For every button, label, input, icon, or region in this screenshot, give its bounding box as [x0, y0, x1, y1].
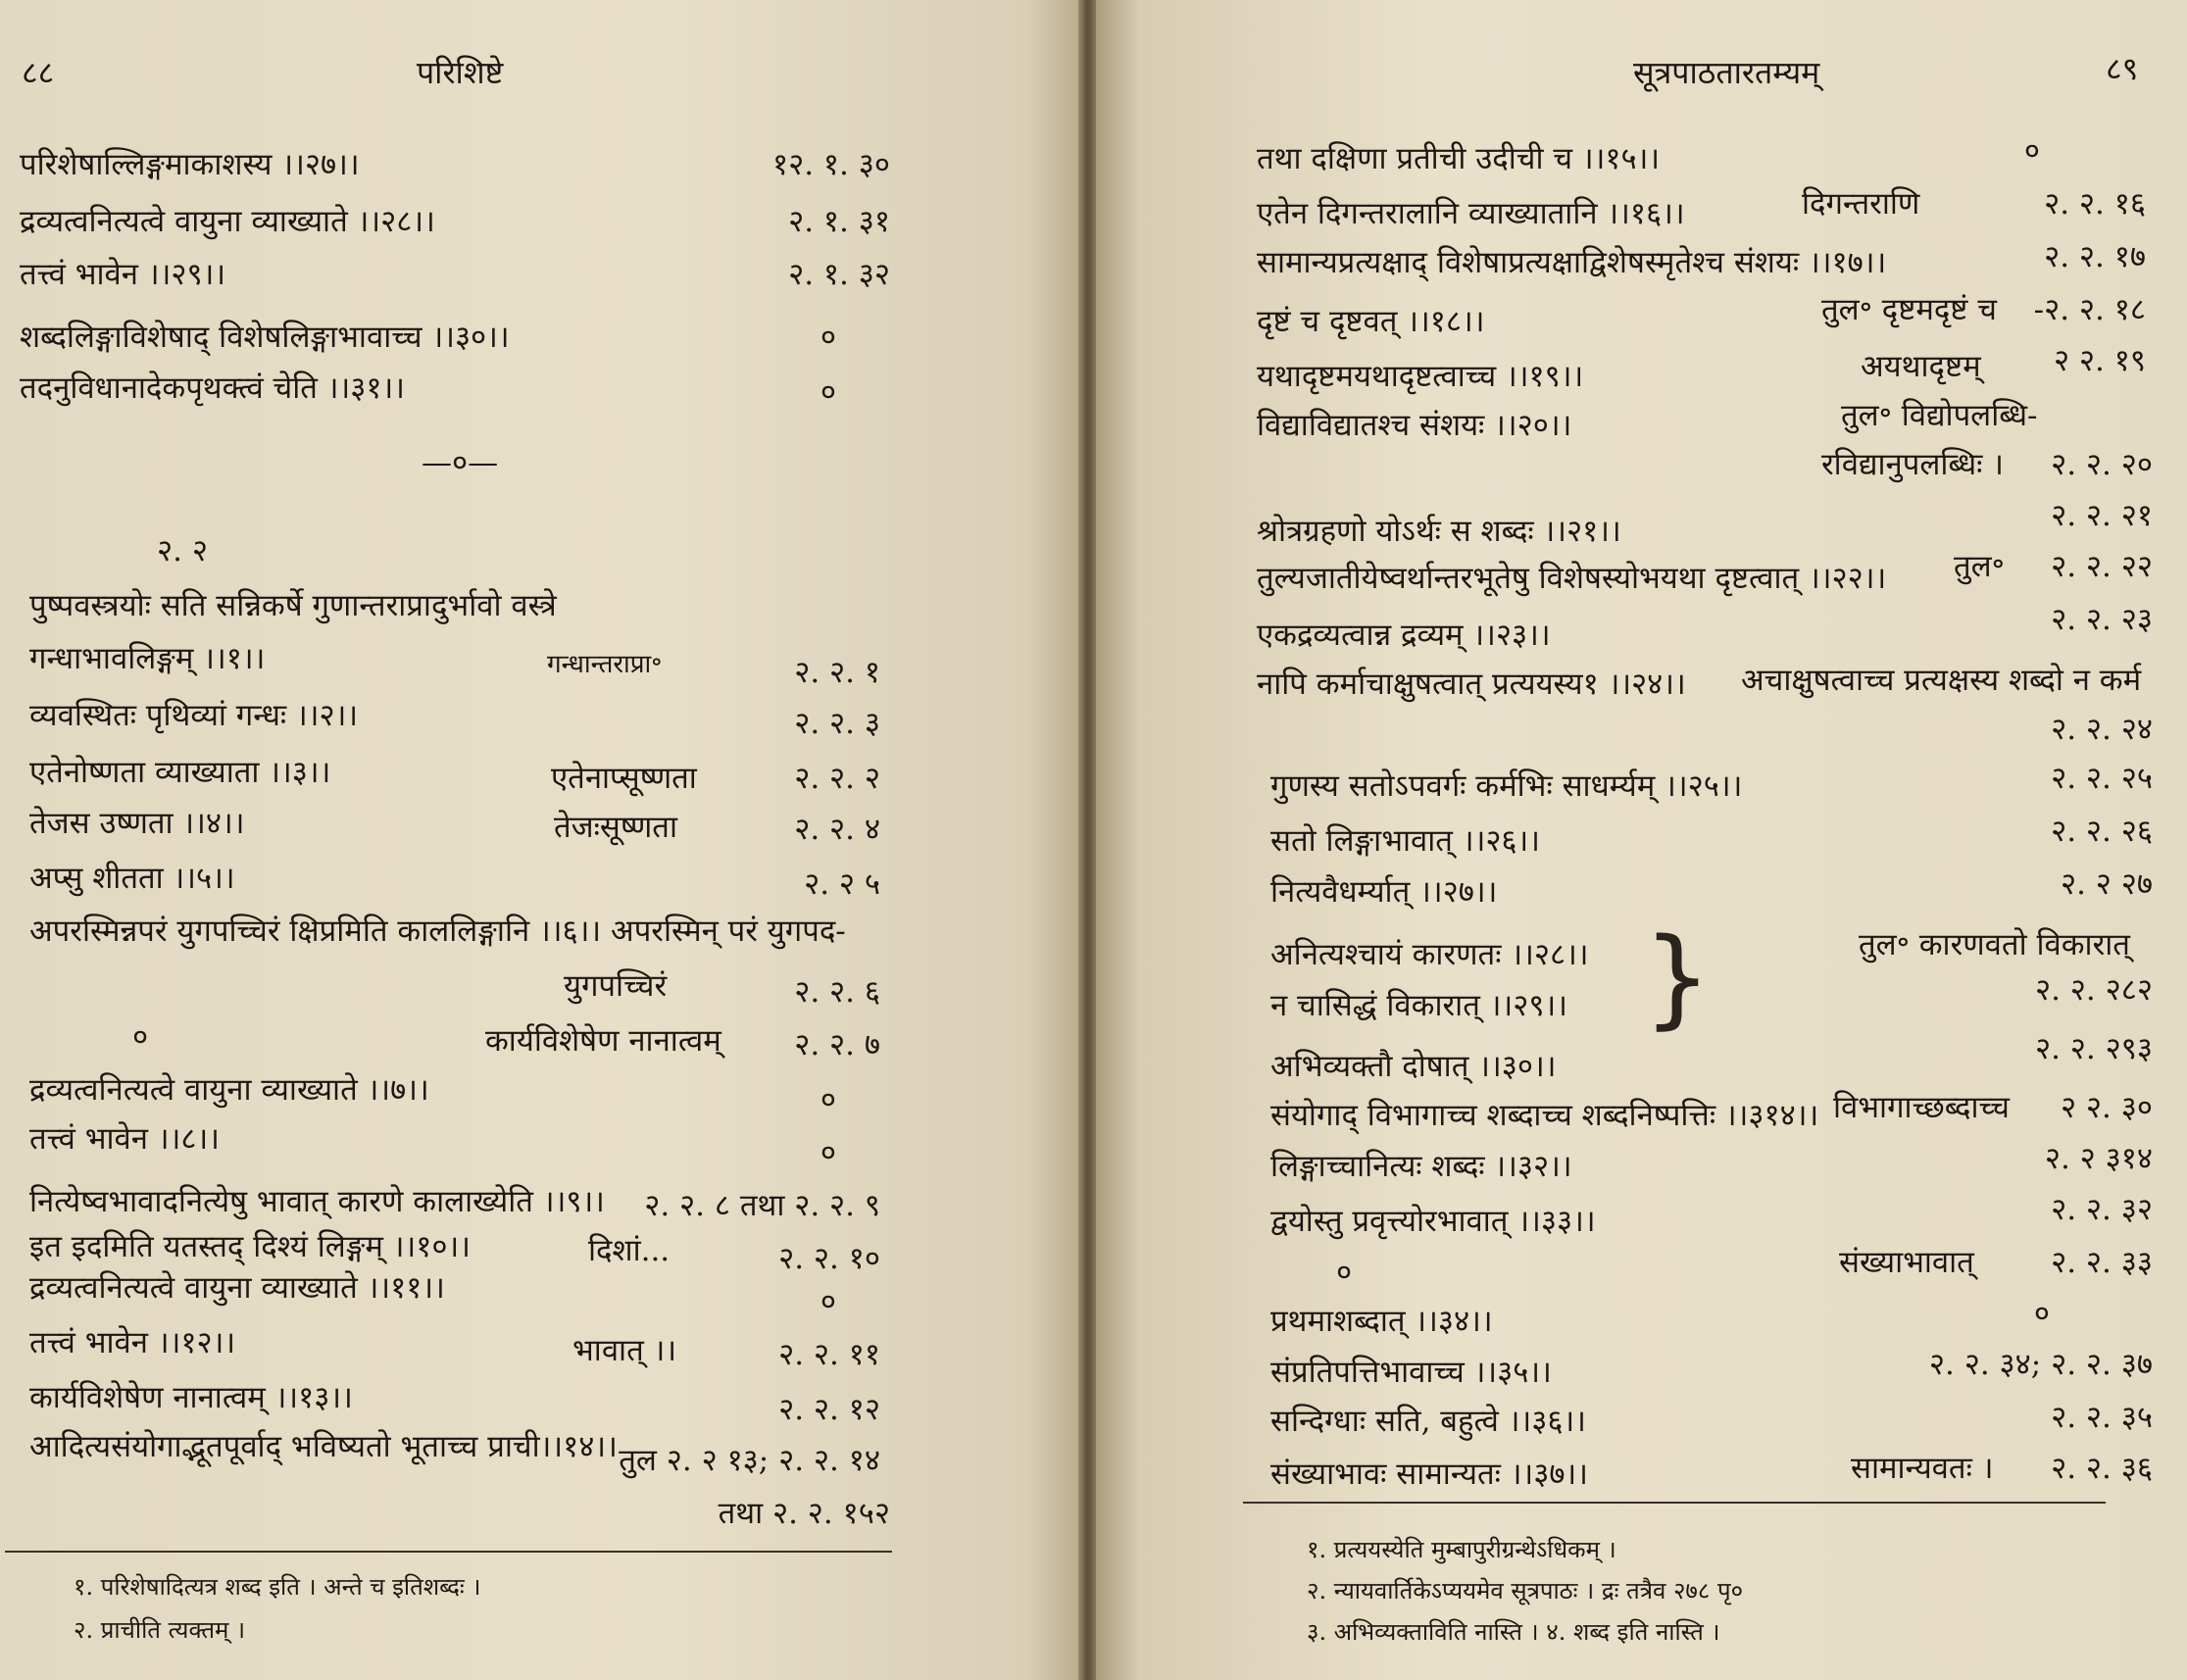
reference: २. २. १	[794, 655, 880, 690]
reference: २. २. २९३	[2034, 1031, 2153, 1066]
variant-note: युगपच्चिरं	[564, 968, 668, 1004]
page-number: ८९	[2106, 50, 2139, 87]
reference: २. २. २३	[2051, 602, 2153, 637]
reference: २. २. ३५	[2051, 1400, 2153, 1435]
reference: २. २. २४	[2051, 712, 2153, 747]
sutra-line: इत इदमिति यतस्तद् दिश्यं लिङ्गम् ।।१०।।	[29, 1229, 472, 1264]
reference: २. १. ३२	[788, 257, 890, 292]
footnote-rule	[5, 1551, 892, 1553]
sutra-line: विद्याविद्यातश्च संशयः ।।२०।।	[1257, 408, 1572, 443]
sutra-line: परिशेषाल्लिङ्गमाकाशस्य ।।२७।।	[20, 147, 360, 182]
reference: ०	[820, 1135, 836, 1170]
reference: २. २. १०	[778, 1241, 880, 1276]
reference: २. २. ६	[794, 974, 880, 1010]
reference: ०	[820, 1284, 836, 1319]
sutra-line: आदित्यसंयोगाद्भूतपूर्वाद् भविष्यतो भूताच्च प्राची।।१४।।	[29, 1429, 618, 1464]
reference: २. २. ८ तथा २. २. ९	[644, 1188, 880, 1223]
footnote: २. न्यायवार्तिकेऽप्ययमेव सूत्रपाठः । द्रः तत्रैव २७८ पृ०	[1307, 1577, 1744, 1605]
reference: २. २. २८२	[2034, 972, 2153, 1008]
sutra-line: एतेनोष्णता व्याख्याता ।।३।।	[29, 755, 331, 790]
reference: २. २ २७	[2060, 866, 2153, 902]
reference: २. २ ३१४	[2044, 1141, 2153, 1176]
reference: २. २. २२	[2051, 549, 2153, 584]
reference: ०	[820, 374, 836, 410]
reference: २. २. २६	[2051, 814, 2153, 849]
right-page	[1096, 0, 2187, 1680]
sutra-line: व्यवस्थितः पृथिव्यां गन्धः ।।२।।	[29, 698, 359, 733]
reference: २. २. ३३	[2051, 1245, 2153, 1280]
variant-note: भावात् ।।	[572, 1333, 677, 1368]
sutra-line: शब्दलिङ्गाविशेषाद् विशेषलिङ्गाभावाच्च ।।३०।।	[20, 320, 510, 355]
variant-note: तुल॰	[1954, 549, 2005, 584]
sutra-line: नापि कर्माचाक्षुषत्वात् प्रत्ययस्य१ ।।२४।।	[1257, 667, 1686, 702]
variant-note: विभागाच्छब्दाच्च	[1833, 1090, 2010, 1125]
footnote: १. प्रत्ययस्येति मुम्बापुरीग्रन्थेऽधिकम् ।	[1307, 1536, 1616, 1563]
variant-note: तुल॰ विद्योपलब्धि-	[1841, 398, 2038, 433]
reference: २. २. २	[794, 761, 880, 796]
sutra-line: श्रोत्रग्रहणो योऽर्थः स शब्दः ।।२१।।	[1257, 514, 1621, 549]
reference: ०	[2033, 1296, 2050, 1331]
reference: २. २. ११	[778, 1337, 880, 1372]
reference: २. २. ३	[794, 706, 880, 741]
sutra-line: तुल्यजातीयेष्वर्थान्तरभूतेषु विशेषस्योभयथा दृष्टत्वात् ।।२२।।	[1257, 561, 1887, 596]
sutra-line: तेजस उष्णता ।।४।।	[29, 806, 245, 841]
variant-note: गन्धान्तराप्रा॰	[547, 650, 663, 679]
reference: २. २. १७	[2044, 239, 2146, 274]
running-header: परिशिष्टे	[417, 54, 504, 91]
running-header: सूत्रपाठतारतम्यम्	[1633, 54, 1820, 91]
variant-note: दिगन्तराणि	[1802, 186, 1920, 222]
sutra-line: पुष्पवस्त्रयोः सति सन्निकर्षे गुणान्तराप्रादुर्भावो वस्त्रे	[29, 588, 557, 623]
sutra-line: न चासिद्धं विकारात् ।।२९।।	[1270, 988, 1567, 1023]
variant-note: संख्याभावात्	[1839, 1245, 1974, 1280]
sutra-line: अनित्यश्चायं कारणतः ।।२८।।	[1270, 937, 1589, 972]
reference: ०	[2023, 133, 2040, 169]
sutra-line: यथादृष्टमयथादृष्टत्वाच्च ।।१९।।	[1257, 359, 1584, 394]
left-page	[0, 0, 1081, 1680]
sutra-line: द्वयोस्तु प्रवृत्त्योरभावात् ।।३३।।	[1270, 1204, 1596, 1239]
sutra-line: गन्धाभावलिङ्गम् ।।१।।	[29, 641, 266, 676]
sutra-line: दृष्टं च दृष्टवत् ।।१८।।	[1257, 304, 1485, 339]
variant-note: सामान्यवतः ।	[1851, 1451, 1994, 1486]
reference: २. २. २५	[2051, 761, 2153, 796]
reference: तथा २. २. १५२	[718, 1496, 890, 1531]
reference: ०	[820, 320, 836, 355]
reference: २. १. ३१	[788, 204, 890, 239]
footnote: १. परिशेषादित्यत्र शब्द इति । अन्ते च इतिशब्दः ।	[74, 1573, 481, 1601]
reference: २. २ ५	[804, 866, 880, 902]
sutra-line: एकद्रव्यत्वान्न द्रव्यम् ।।२३।।	[1257, 618, 1551, 653]
variant-note: तेजःसूष्णता	[554, 810, 677, 845]
variant-note: तुल॰ कारणवतो विकारात्	[1859, 927, 2130, 963]
sutra-line: तत्त्वं भावेन ।।१२।।	[29, 1325, 236, 1360]
sutra-line: संख्याभावः सामान्यतः ।।३७।।	[1270, 1457, 1588, 1492]
sutra-line: अप्सु शीतता ।।५।।	[29, 861, 235, 896]
reference: -२. २. १८	[2033, 292, 2146, 327]
reference: १२. १. ३०	[771, 147, 890, 182]
sutra-line: संप्रतिपत्तिभावाच्च ।।३५।।	[1270, 1355, 1552, 1390]
sutra-line: द्रव्यत्वनित्यत्वे वायुना व्याख्याते ।।७।।	[29, 1072, 429, 1108]
sutra-line: द्रव्यत्वनित्यत्वे वायुना व्याख्याते ।।२८।।	[20, 204, 435, 239]
reference: २ २. ३०	[2060, 1090, 2153, 1125]
variant-note: एतेनाप्सूष्णता	[551, 761, 697, 796]
reference: २. २. ३२	[2051, 1192, 2153, 1227]
sutra-line: प्रथमाशब्दात् ।।३४।।	[1270, 1304, 1493, 1339]
sutra-line: द्रव्यत्वनित्यत्वे वायुना व्याख्याते ।।११।।	[29, 1270, 445, 1306]
reference: २. २. १६	[2044, 186, 2146, 222]
variant-note: रविद्यानुपलब्धिः ।	[1821, 447, 2005, 482]
footnote-rule	[1243, 1502, 2106, 1504]
reference: २ २. १९	[2053, 343, 2146, 378]
sutra-line: तथा दक्षिणा प्रतीची उदीची च ।।१५।।	[1257, 141, 1661, 176]
section-divider: —०—	[422, 445, 499, 480]
degree-mark: ०	[1336, 1255, 1353, 1290]
page-number: ८८	[22, 54, 55, 91]
reference: २. २. २१	[2051, 498, 2153, 533]
variant-note: तुल॰ दृष्टमदृष्टं च	[1821, 292, 1997, 327]
sutra-line: कार्यविशेषेण नानात्वम् ।।१३।।	[29, 1380, 353, 1415]
sutra-line: तत्त्वं भावेन ।।८।।	[29, 1121, 220, 1157]
degree-mark: ०	[132, 1019, 149, 1055]
sutra-line: लिङ्गाच्चानित्यः शब्दः ।।३२।।	[1270, 1149, 1572, 1184]
variant-note: अचाक्षुषत्वाच्च प्रत्यक्षस्य शब्दो न कर्म	[1741, 663, 2142, 698]
reference: २. २. ३४; २. २. ३७	[1928, 1347, 2153, 1382]
sutra-line: अभिव्यक्तौ दोषात् ।।३०।।	[1270, 1049, 1557, 1084]
brace: }	[1643, 914, 1712, 1040]
reference: २. २. ७	[794, 1027, 880, 1062]
sutra-line: तत्त्वं भावेन ।।२९।।	[20, 257, 226, 292]
sutra-line: अपरस्मिन्नपरं युगपच्चिरं क्षिप्रमिति काललिङ्गानि ।।६।। अपरस्मिन् परं युगपद-	[29, 914, 846, 949]
reference: ०	[820, 1082, 836, 1117]
section-heading: २. २	[157, 533, 208, 568]
sutra-line: तदनुविधानादेकपृथक्त्वं चेति ।।३१।।	[20, 371, 406, 406]
sutra-line: नित्येष्वभावादनित्येषु भावात् कारणे कालाख्येति ।।९।।	[29, 1184, 605, 1219]
reference: तुल २. २ १३; २. २. १४	[619, 1443, 880, 1478]
sutra-line: एतेन दिगन्तरालानि व्याख्यातानि ।।१६।।	[1257, 196, 1685, 231]
sutra-line: गुणस्य सतोऽपवर्गः कर्मभिः साधर्म्यम् ।।२५।।	[1270, 768, 1743, 804]
reference: २. २. ३६	[2051, 1451, 2153, 1486]
footnote: २. प्राचीति त्यक्तम् ।	[74, 1616, 246, 1644]
reference: २. २. १२	[778, 1392, 880, 1427]
sutra-line: सन्दिग्धाः सति, बहुत्वे ।।३६।।	[1270, 1404, 1587, 1439]
footnote: ३. अभिव्यक्ताविति नास्ति । ४. शब्द इति नास्ति ।	[1307, 1618, 1720, 1646]
reference: २. २. ४	[794, 812, 880, 847]
reference: २. २. २०	[2051, 447, 2153, 482]
variant-note: अयथादृष्टम्	[1861, 349, 1981, 384]
sutra-line: सतो लिङ्गाभावात् ।।२६।।	[1270, 823, 1541, 859]
sutra-line: सामान्यप्रत्यक्षाद् विशेषाप्रत्यक्षाद्विशेषस्मृतेश्च संशयः ।।१७।।	[1257, 245, 1887, 280]
variant-note: कार्यविशेषेण नानात्वम्	[485, 1023, 721, 1059]
sutra-line: संयोगाद् विभागाच्च शब्दाच्च शब्दनिष्पत्तिः ।।३१४।।	[1270, 1098, 1819, 1133]
variant-note: दिशां...	[588, 1233, 671, 1268]
sutra-line: नित्यवैधर्म्यात् ।।२७।।	[1270, 874, 1498, 910]
